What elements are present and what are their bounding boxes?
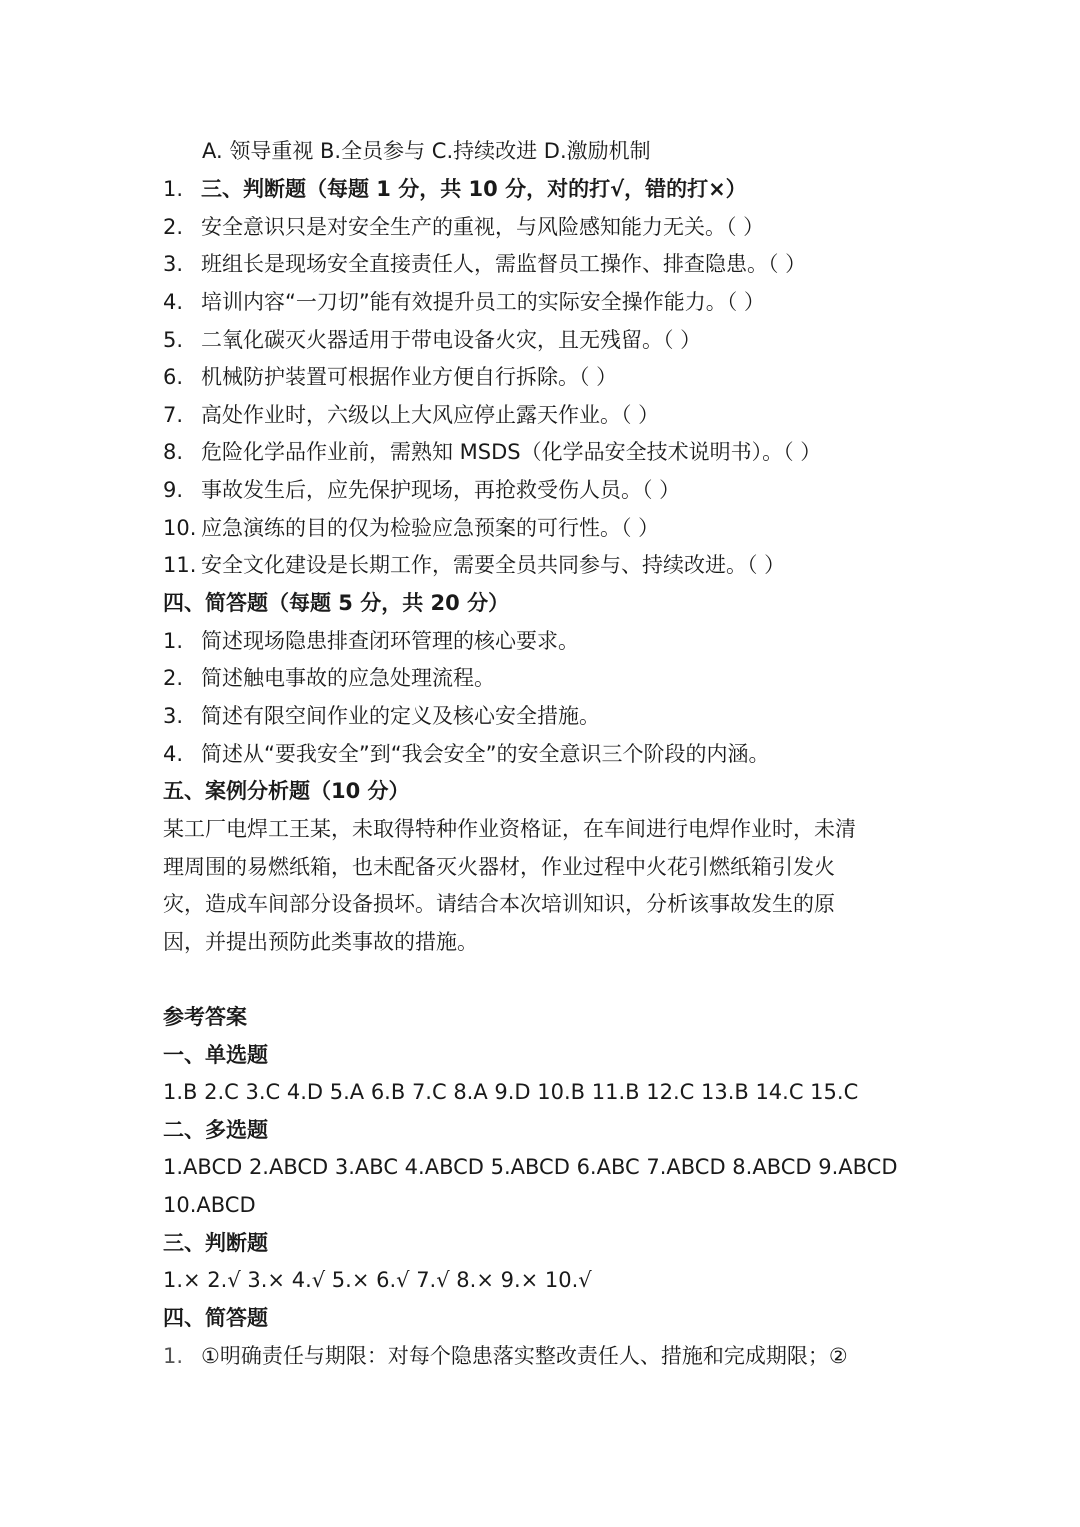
- judge-item: [163, 288, 765, 316]
- answers-single-heading: 一、单选题: [163, 1043, 268, 1067]
- short-answer-item: [163, 702, 600, 730]
- judge-item-text: 危险化学品作业前，需熟知 MSDS（化学品安全技术说明书）。（ ）: [201, 440, 822, 464]
- judge-item-text: 培训内容“一刀切”能有效提升员工的实际安全操作能力。（ ）: [201, 290, 765, 314]
- judge-item: [163, 250, 806, 278]
- judge-item-number: 4.: [163, 290, 184, 314]
- judge-item-number: 2.: [163, 215, 184, 239]
- case-paragraph-line: 灾，造成车间部分设备损坏。请结合本次培训知识，分析该事故发生的原: [163, 892, 835, 916]
- judge-item: [163, 438, 821, 466]
- judge-item-number: 7.: [163, 403, 184, 427]
- judge-item-number: 6.: [163, 365, 184, 389]
- judge-heading-title: 三、判断题（每题 1 分，共 10 分，对的打√，错的打×）: [201, 177, 747, 201]
- answers-short-item: [163, 1342, 848, 1370]
- judge-item-text: 二氧化碳灭火器适用于带电设备火灾，且无残留。（ ）: [201, 328, 702, 352]
- case-analysis-heading: 五、案例分析题（10 分）: [163, 779, 410, 803]
- short-answer-number: 1.: [163, 629, 184, 653]
- answers-short-number: 1.: [163, 1344, 184, 1368]
- answers-judge-line: 1.× 2.√ 3.× 4.√ 5.× 6.√ 7.√ 8.× 9.× 10.√: [163, 1268, 592, 1292]
- judge-item-text: 机械防护装置可根据作业方便自行拆除。（ ）: [201, 365, 618, 389]
- short-answer-item: [163, 740, 770, 768]
- judge-item-number: 8.: [163, 440, 184, 464]
- judge-item: [163, 363, 617, 391]
- judge-item-text: 安全意识只是对安全生产的重视，与风险感知能力无关。（ ）: [201, 215, 765, 239]
- options-line: A. 领导重视 B.全员参与 C.持续改进 D.激励机制: [202, 139, 651, 163]
- judge-item: [163, 514, 659, 542]
- judge-item-number: 3.: [163, 252, 184, 276]
- case-paragraph-line: 某工厂电焊工王某，未取得特种作业资格证，在车间进行电焊作业时，未清: [163, 817, 856, 841]
- short-answer-text: 简述从“要我安全”到“我会安全”的安全意识三个阶段的内涵。: [201, 742, 770, 766]
- judge-section-heading: [163, 175, 747, 203]
- short-answer-number: 3.: [163, 704, 184, 728]
- judge-item-text: 安全文化建设是长期工作，需要全员共同参与、持续改进。（ ）: [201, 553, 786, 577]
- short-answer-number: 2.: [163, 666, 184, 690]
- short-answer-section-heading: 四、简答题（每题 5 分，共 20 分）: [163, 591, 510, 615]
- answers-multi-line: 10.ABCD: [163, 1193, 256, 1217]
- judge-item-text: 班组长是现场安全直接责任人，需监督员工操作、排查隐患。（ ）: [201, 252, 807, 276]
- judge-item-text: 应急演练的目的仅为检验应急预案的可行性。（ ）: [201, 516, 660, 540]
- answers-multi-line: 1.ABCD 2.ABCD 3.ABC 4.ABCD 5.ABCD 6.ABC 7.ABCD 8.ABCD 9.ABCD: [163, 1155, 898, 1179]
- judge-item-number: 11.: [163, 553, 197, 577]
- answers-multi-heading: 二、多选题: [163, 1118, 268, 1142]
- short-answer-item: [163, 627, 579, 655]
- short-answer-number: 4.: [163, 742, 184, 766]
- short-answer-text: 简述现场隐患排查闭环管理的核心要求。: [201, 629, 579, 653]
- case-paragraph-line: 理周围的易燃纸箱，也未配备灭火器材，作业过程中火花引燃纸箱引发火: [163, 855, 835, 879]
- judge-item: [163, 326, 701, 354]
- judge-item: [163, 213, 764, 241]
- answers-short-text: ①明确责任与期限：对每个隐患落实整改责任人、措施和完成期限；②: [201, 1344, 848, 1368]
- judge-item-text: 事故发生后，应先保护现场，再抢救受伤人员。（ ）: [201, 478, 681, 502]
- answers-judge-heading: 三、判断题: [163, 1231, 268, 1255]
- short-answer-item: [163, 664, 495, 692]
- answers-short-heading: 四、简答题: [163, 1306, 268, 1330]
- answers-single-line: 1.B 2.C 3.C 4.D 5.A 6.B 7.C 8.A 9.D 10.B 11.B 12.C 13.B 14.C 15.C: [163, 1080, 859, 1104]
- short-answer-text: 简述有限空间作业的定义及核心安全措施。: [201, 704, 600, 728]
- short-answer-text: 简述触电事故的应急处理流程。: [201, 666, 495, 690]
- judge-item-number: 9.: [163, 478, 184, 502]
- judge-item: [163, 551, 785, 579]
- judge-item: [163, 401, 659, 429]
- answers-title: 参考答案: [163, 1005, 247, 1029]
- judge-item-number: 10.: [163, 516, 197, 540]
- judge-item: [163, 476, 680, 504]
- judge-item-text: 高处作业时，六级以上大风应停止露天作业。（ ）: [201, 403, 660, 427]
- judge-item-number: 5.: [163, 328, 184, 352]
- case-paragraph-line: 因，并提出预防此类事故的措施。: [163, 930, 478, 954]
- judge-heading-number: 1.: [163, 177, 184, 201]
